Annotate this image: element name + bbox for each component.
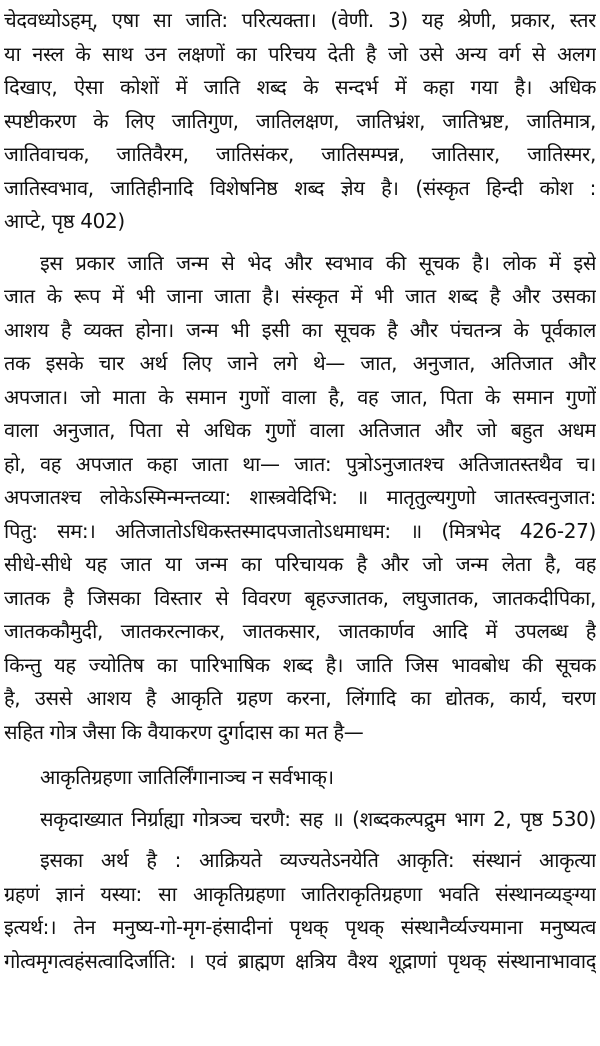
text-line: हो, वह अपजात कहा जाता था— जात: पुत्रोऽनुजातश्च अतिजातस्तथैव च।: [4, 451, 596, 476]
text-line: किन्तु यह ज्योतिष का पारिभाषिक शब्द है। जाति जिस भावबोध की सूचक: [4, 652, 596, 677]
text-line: अपजातश्च लोकेऽस्मिन्मन्तव्या: शास्त्रवेदिभि: ॥ मातृतुल्यगुणो जातस्त्वनुजात:: [4, 485, 596, 509]
text-line: आप्टे, पृष्ठ 402): [4, 209, 125, 233]
text-line: जात के रूप में भी जाना जाता है। संस्कृत में भी जात शब्द है और उसका: [4, 284, 596, 308]
verse-line-1: [4, 761, 596, 795]
text-line: स्पष्टीकरण के लिए जातिगुण, जातिलक्षण, जातिभ्रंश, जातिभ्रष्ट, जातिमात्र,: [4, 108, 596, 133]
text-line: चेदवध्योऽहम्, एषा सा जाति: परित्यक्ता। (वेणी. 3) यह श्रेणी, प्रकार, स्तर: [4, 8, 596, 32]
text-line: इस प्रकार जाति जन्म से भेद और स्वभाव की सूचक है। लोक में इसे: [40, 250, 596, 275]
text-line: पितु: सम:। अतिजातोऽधिकस्तस्मादपजातोऽधमाधम: ॥ (मित्रभेद 426-27): [4, 518, 596, 543]
text-line: अपजात। जो माता के समान गुणों वाला है, वह जात, पिता के समान गुणों: [4, 384, 596, 409]
text-line: है, उससे आशय है आकृति ग्रहण करना, लिंगादि का द्योतक, कार्य, चरण: [4, 686, 596, 710]
text-line: या नस्ल के साथ उन लक्षणों का परिचय देती है जो उसे अन्य वर्ग से अलग: [4, 41, 596, 66]
text-line: आकृतिग्रहणा जातिर्लिंगानाञ्च न सर्वभाक्।: [40, 765, 334, 789]
text-line: जातककौमुदी, जातकरत्नाकर, जातकसार, जातकार्णव आदि में उपलब्ध है: [4, 619, 596, 643]
text-line: दिखाए, ऐसा कोशों में जाति शब्द के सन्दर्भ में कहा गया है। अधिक: [4, 75, 596, 99]
text-line: वाला अनुजात, पिता से अधिक गुणों वाला अतिजात और जो बहुत अधम: [4, 418, 596, 442]
text-line: जातिवाचक, जातिवैरम, जातिसंकर, जातिसम्पन्न, जातिसार, जातिस्मर,: [4, 142, 596, 166]
text-line: इसका अर्थ है : आक्रियते व्यज्यतेऽनयेति आकृति: संस्थानं आकृत्या: [40, 848, 596, 872]
text-line: सीधे-सीधे यह जात या जन्म का परिचायक है और जो जन्म लेता है, वह: [4, 552, 596, 576]
text-line: ग्रहणं ज्ञानं यस्या: सा आकृतिग्रहणा जातिराकृतिग्रहणा भवति संस्थानव्यङ्ग्या: [4, 881, 596, 906]
paragraph-1: [4, 4, 596, 239]
text-line: सकृदाख्यात निर्ग्राह्या गोत्रञ्च चरणै: सह ॥ (शब्दकल्पद्रुम भाग 2, पृष्ठ 530): [40, 806, 596, 831]
text-line: इत्यर्थ:। तेन मनुष्य-गो-मृग-हंसादीनां पृथक् पृथक् संस्थानैर्व्यज्यमाना मनुष्यत्व: [4, 915, 596, 939]
text-line: गोत्वमृगत्वहंसत्वादिर्जाति: । एवं ब्राह्मण क्षत्रिय वैश्य शूद्राणां पृथक् संस्थानाभावाद्: [4, 948, 596, 973]
verse-line-2: [4, 803, 596, 837]
text-line: सहित गोत्र जैसा कि वैयाकरण दुर्गादास का मत है—: [4, 719, 364, 744]
paragraph-3: [4, 844, 596, 978]
text-line: जातिस्वभाव, जातिहीनादि विशेषनिष्ठ शब्द ज्ञेय है। (संस्कृत हिन्दी कोश :: [4, 175, 596, 200]
text-line: तक इसके चार अर्थ लिए जाने लगे थे— जात, अनुजात, अतिजात और: [4, 351, 596, 375]
text-line: आशय है व्यक्त होना। जन्म भी इसी का सूचक है और पंचतन्त्र के पूर्वकाल: [4, 317, 596, 342]
paragraph-2: [4, 247, 596, 750]
text-line: जातक है जिसका विस्तार से विवरण बृहज्जातक, लघुजातक, जातकदीपिका,: [4, 585, 596, 610]
